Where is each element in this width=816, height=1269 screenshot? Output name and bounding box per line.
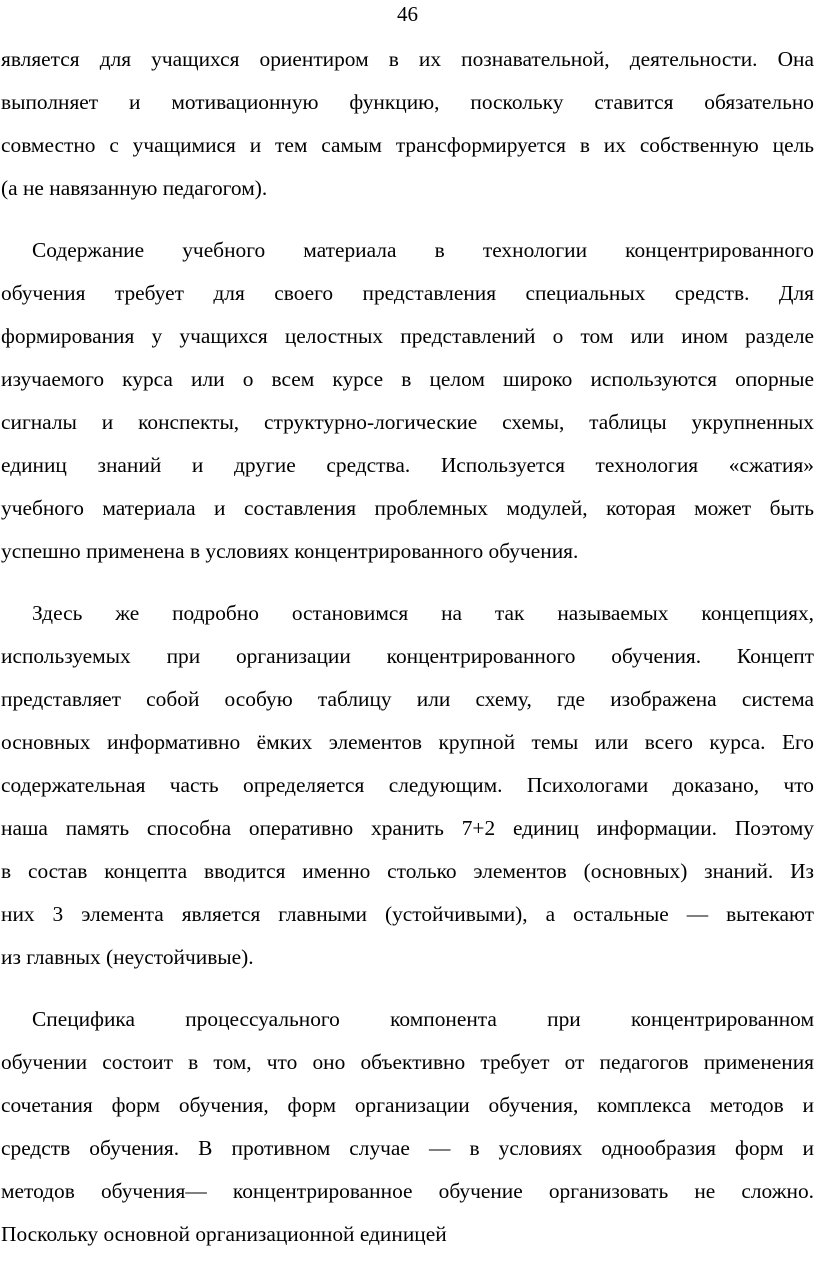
paragraph-3-line-3: представляет собой особую таблицу или схему, где изображена система	[1, 687, 814, 711]
paragraph-gap	[1, 210, 814, 229]
paragraph-3-line-4: основных информативно ёмких элементов крупной темы или всего курса. Его	[1, 730, 814, 754]
paragraph-3-line-1: Здесь же подробно остановимся на так называемых концепциях,	[32, 601, 814, 625]
paragraph-2-line-7: учебного материала и составления проблемных модулей, которая может быть	[1, 496, 814, 520]
paragraph-3	[1, 592, 814, 979]
paragraph-3-line-2: используемых при организации концентрированного обучения. Концепт	[1, 644, 814, 668]
paragraph-2-line-4: изучаемого курса или о всем курсе в целом широко используются опорные	[1, 367, 814, 391]
paragraph-3-line-9: из главных (неустойчивые).	[1, 945, 254, 969]
paragraph-1-line-4: (а не навязанную педагогом).	[1, 176, 268, 200]
paragraph-gap	[1, 979, 814, 998]
paragraph-2-line-3: формирования у учащихся целостных представлений о том или ином разделе	[1, 324, 814, 348]
paragraph-4-line-5: методов обучения— концентрированное обучение организовать не сложно.	[1, 1179, 814, 1203]
paragraph-2-line-5: сигналы и конспекты, структурно-логические схемы, таблицы укрупненных	[1, 410, 814, 434]
paragraph-2	[1, 229, 814, 573]
paragraph-2-line-8: успешно применена в условиях концентрированного обучения.	[1, 539, 579, 563]
paragraph-3-line-7: в состав концепта вводится именно столько элементов (основных) знаний. Из	[1, 859, 814, 883]
paragraph-1	[1, 38, 814, 210]
paragraph-1-line-3: совместно с учащимися и тем самым трансформируется в их собственную цель	[1, 133, 814, 157]
paragraph-4-line-4: средств обучения. В противном случае — в условиях однообразия форм и	[1, 1136, 814, 1160]
paragraph-3-line-5: содержательная часть определяется следующим. Психологами доказано, что	[1, 773, 814, 797]
paragraph-4-line-6: Поскольку основной организационной единицей	[1, 1222, 447, 1246]
paragraph-4-line-3: сочетания форм обучения, форм организации обучения, комплекса методов и	[1, 1093, 814, 1117]
page-number: 46	[397, 2, 418, 26]
paragraph-3-line-6: наша память способна оперативно хранить 7+2 единиц информации. Поэтому	[1, 816, 814, 840]
paragraph-2-line-2: обучения требует для своего представления специальных средств. Для	[1, 281, 814, 305]
paragraph-gap	[1, 573, 814, 592]
paragraph-4	[1, 998, 814, 1256]
paragraph-3-line-8: них 3 элемента является главными (устойчивыми), а остальные — вытекают	[1, 902, 814, 926]
paragraph-1-line-2: выполняет и мотивационную функцию, поскольку ставится обязательно	[1, 90, 814, 114]
paragraph-4-line-1: Специфика процессуального компонента при концентрированном	[32, 1007, 814, 1031]
paragraph-2-line-1: Содержание учебного материала в технологии концентрированного	[32, 238, 814, 262]
paragraph-4-line-2: обучении состоит в том, что оно объективно требует от педагогов применения	[1, 1050, 814, 1074]
paragraph-1-line-1: является для учащихся ориентиром в их познавательной, деятельности. Она	[1, 47, 814, 71]
paragraph-2-line-6: единиц знаний и другие средства. Используется технология «сжатия»	[1, 453, 814, 477]
